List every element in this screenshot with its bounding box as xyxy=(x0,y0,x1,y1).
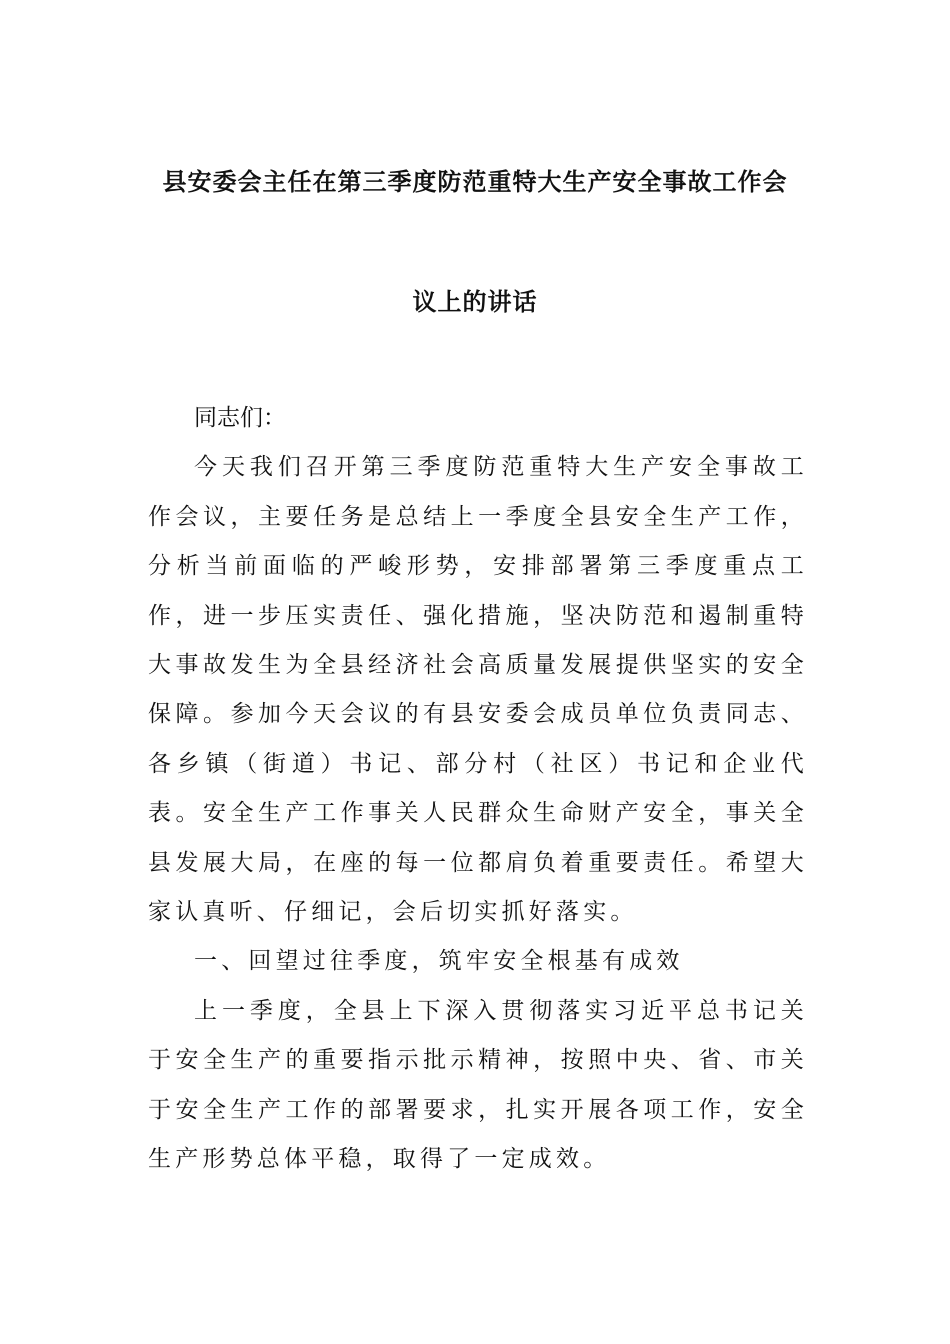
paragraph-opening: 今天我们召开第三季度防范重特大生产安全事故工作会议，主要任务是总结上一季度全县安全生产工作，分析当前面临的严峻形势，安排部署第三季度重点工作，进一步压实责任、强化措施，坚决防范和遏制重特大事故发生为全县经济社会高质量发展提供坚实的安全保障。参加今天会议的有县安委会成员单位负责同志、各乡镇（街道）书记、部分村（社区）书记和企业代表。安全生产工作事关人民群众生命财产安全，事关全县发展大局，在座的每一位都肩负着重要责任。希望大家认真听、仔细记，会后切实抓好落实。 xyxy=(148,454,808,926)
document-title-line-1: 县安委会主任在第三季度防范重特大生产安全事故工作会 xyxy=(162,168,788,196)
document-body xyxy=(148,394,808,1185)
paragraph-review: 上一季度，全县上下深入贯彻落实习近平总书记关于安全生产的重要指示批示精神，按照中央、省、市关于安全生产工作的部署要求，扎实开展各项工作，安全生产形势总体平稳，取得了一定成效。 xyxy=(148,997,808,1173)
salutation: 同志们： xyxy=(194,405,286,431)
section-heading-1: 一、回望过往季度，筑牢安全根基有成效 xyxy=(194,948,684,975)
document-title-line-2: 议上的讲话 xyxy=(412,288,538,316)
